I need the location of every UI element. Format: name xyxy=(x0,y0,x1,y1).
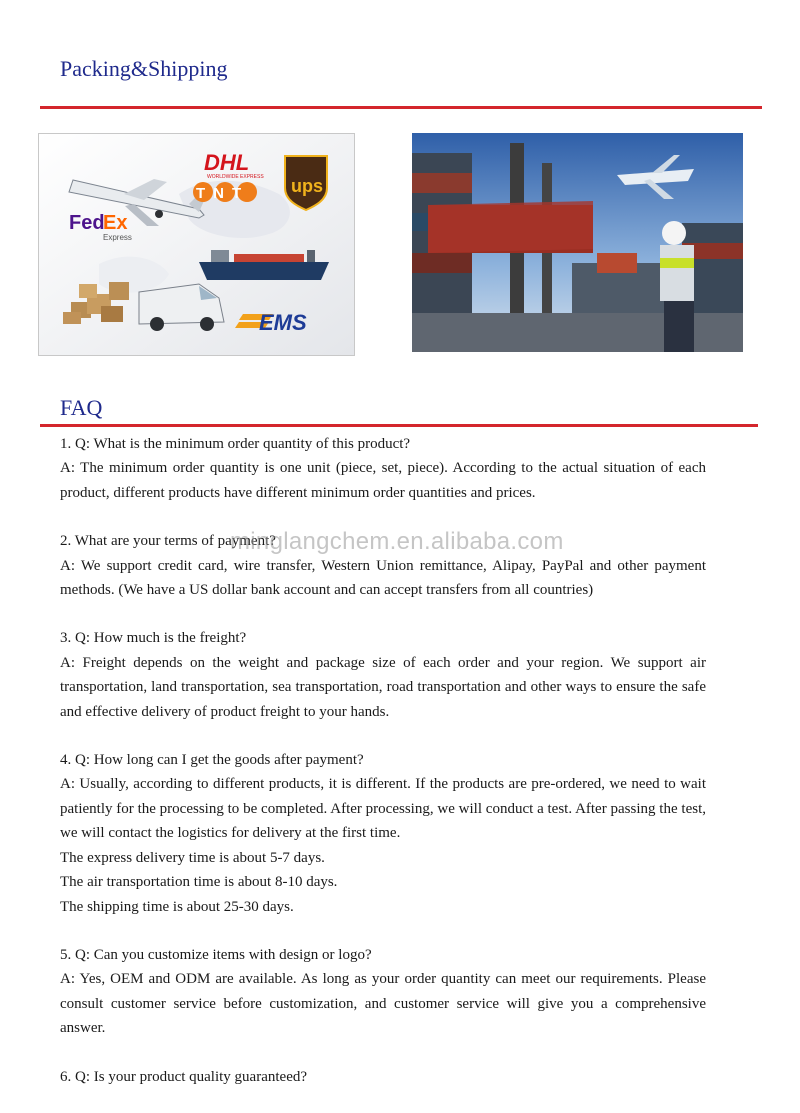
faq-question: 2. What are your terms of payment? xyxy=(60,533,276,550)
svg-text:DHL: DHL xyxy=(204,150,250,175)
svg-text:Fed: Fed xyxy=(69,212,105,234)
svg-text:WORLDWIDE EXPRESS: WORLDWIDE EXPRESS xyxy=(207,174,264,180)
faq-answer: A: The minimum order quantity is one unit (piece, set, piece). According to the actual situation of each product, different products have different minimum order quantities and prices. xyxy=(60,460,706,501)
svg-text:Ex: Ex xyxy=(103,212,128,234)
title-divider xyxy=(40,106,762,109)
port-scene-illustration xyxy=(412,133,743,352)
faq-divider xyxy=(40,424,758,427)
port-container-photo xyxy=(412,133,743,352)
tnt-logo xyxy=(193,182,257,202)
faq-title: FAQ xyxy=(60,395,103,420)
svg-text:Express: Express xyxy=(103,233,132,242)
cargo-ship-icon xyxy=(199,250,329,280)
svg-text:TNT: TNT xyxy=(196,185,250,202)
faq-question: 1. Q: What is the minimum order quantity of this product? xyxy=(60,436,411,452)
faq-item-1 xyxy=(60,432,706,505)
faq-item-5 xyxy=(60,943,706,1041)
faq-item-6 xyxy=(60,1065,706,1089)
faq-answer: A: Freight depends on the weight and package size of each order and your region. We support air transportation, land transportation, sea transportation, road transportation and other ways to ensure the safe and effective delivery of product freight to your hands. xyxy=(60,654,706,720)
faq-question: 6. Q: Is your product quality guaranteed? xyxy=(60,1068,308,1085)
faq-question: 4. Q: How long can I get the goods after payment? xyxy=(60,752,364,769)
faq-question: 3. Q: How much is the freight? xyxy=(60,630,247,647)
ups-logo xyxy=(285,156,327,210)
faq-answer-line: The shipping time is about 25-30 days. xyxy=(60,898,294,915)
logistics-logos-illustration xyxy=(39,134,354,355)
watermark-text: minglangchem.en.alibaba.com xyxy=(230,528,564,555)
faq-item-4 xyxy=(60,748,706,919)
faq-answer-line: The air transportation time is about 8-10 days. xyxy=(60,874,338,891)
faq-answer: A: We support credit card, wire transfer, Western Union remittance, Alipay, PayPal and other payment methods. (We have a US dollar bank account and can accept transfers from all countries) xyxy=(60,557,706,599)
svg-text:ups: ups xyxy=(291,176,324,196)
shipping-container-icon xyxy=(428,201,593,253)
faq-question: 5. Q: Can you customize items with design or logo? xyxy=(60,946,372,963)
logistics-logos-image xyxy=(38,133,355,356)
packing-shipping-title: Packing&Shipping xyxy=(60,56,228,81)
svg-text:EMS: EMS xyxy=(259,310,307,335)
faq-answer-line: The express delivery time is about 5-7 days. xyxy=(60,849,325,866)
faq-answer: A: Yes, OEM and ODM are available. As long as your order quantity can meet our requirements. Please consult customer service before customization, and customer service will give you a comprehensive answer. xyxy=(60,971,706,1037)
faq-item-3 xyxy=(60,626,706,724)
faq-answer: A: Usually, according to different products, it is different. If the products are pre-ordered, we need to wait patiently for the processing to be completed. After processing, we will conduct a test. After passing the test, we will contact the logistics for delivery at the first time. xyxy=(60,776,706,842)
